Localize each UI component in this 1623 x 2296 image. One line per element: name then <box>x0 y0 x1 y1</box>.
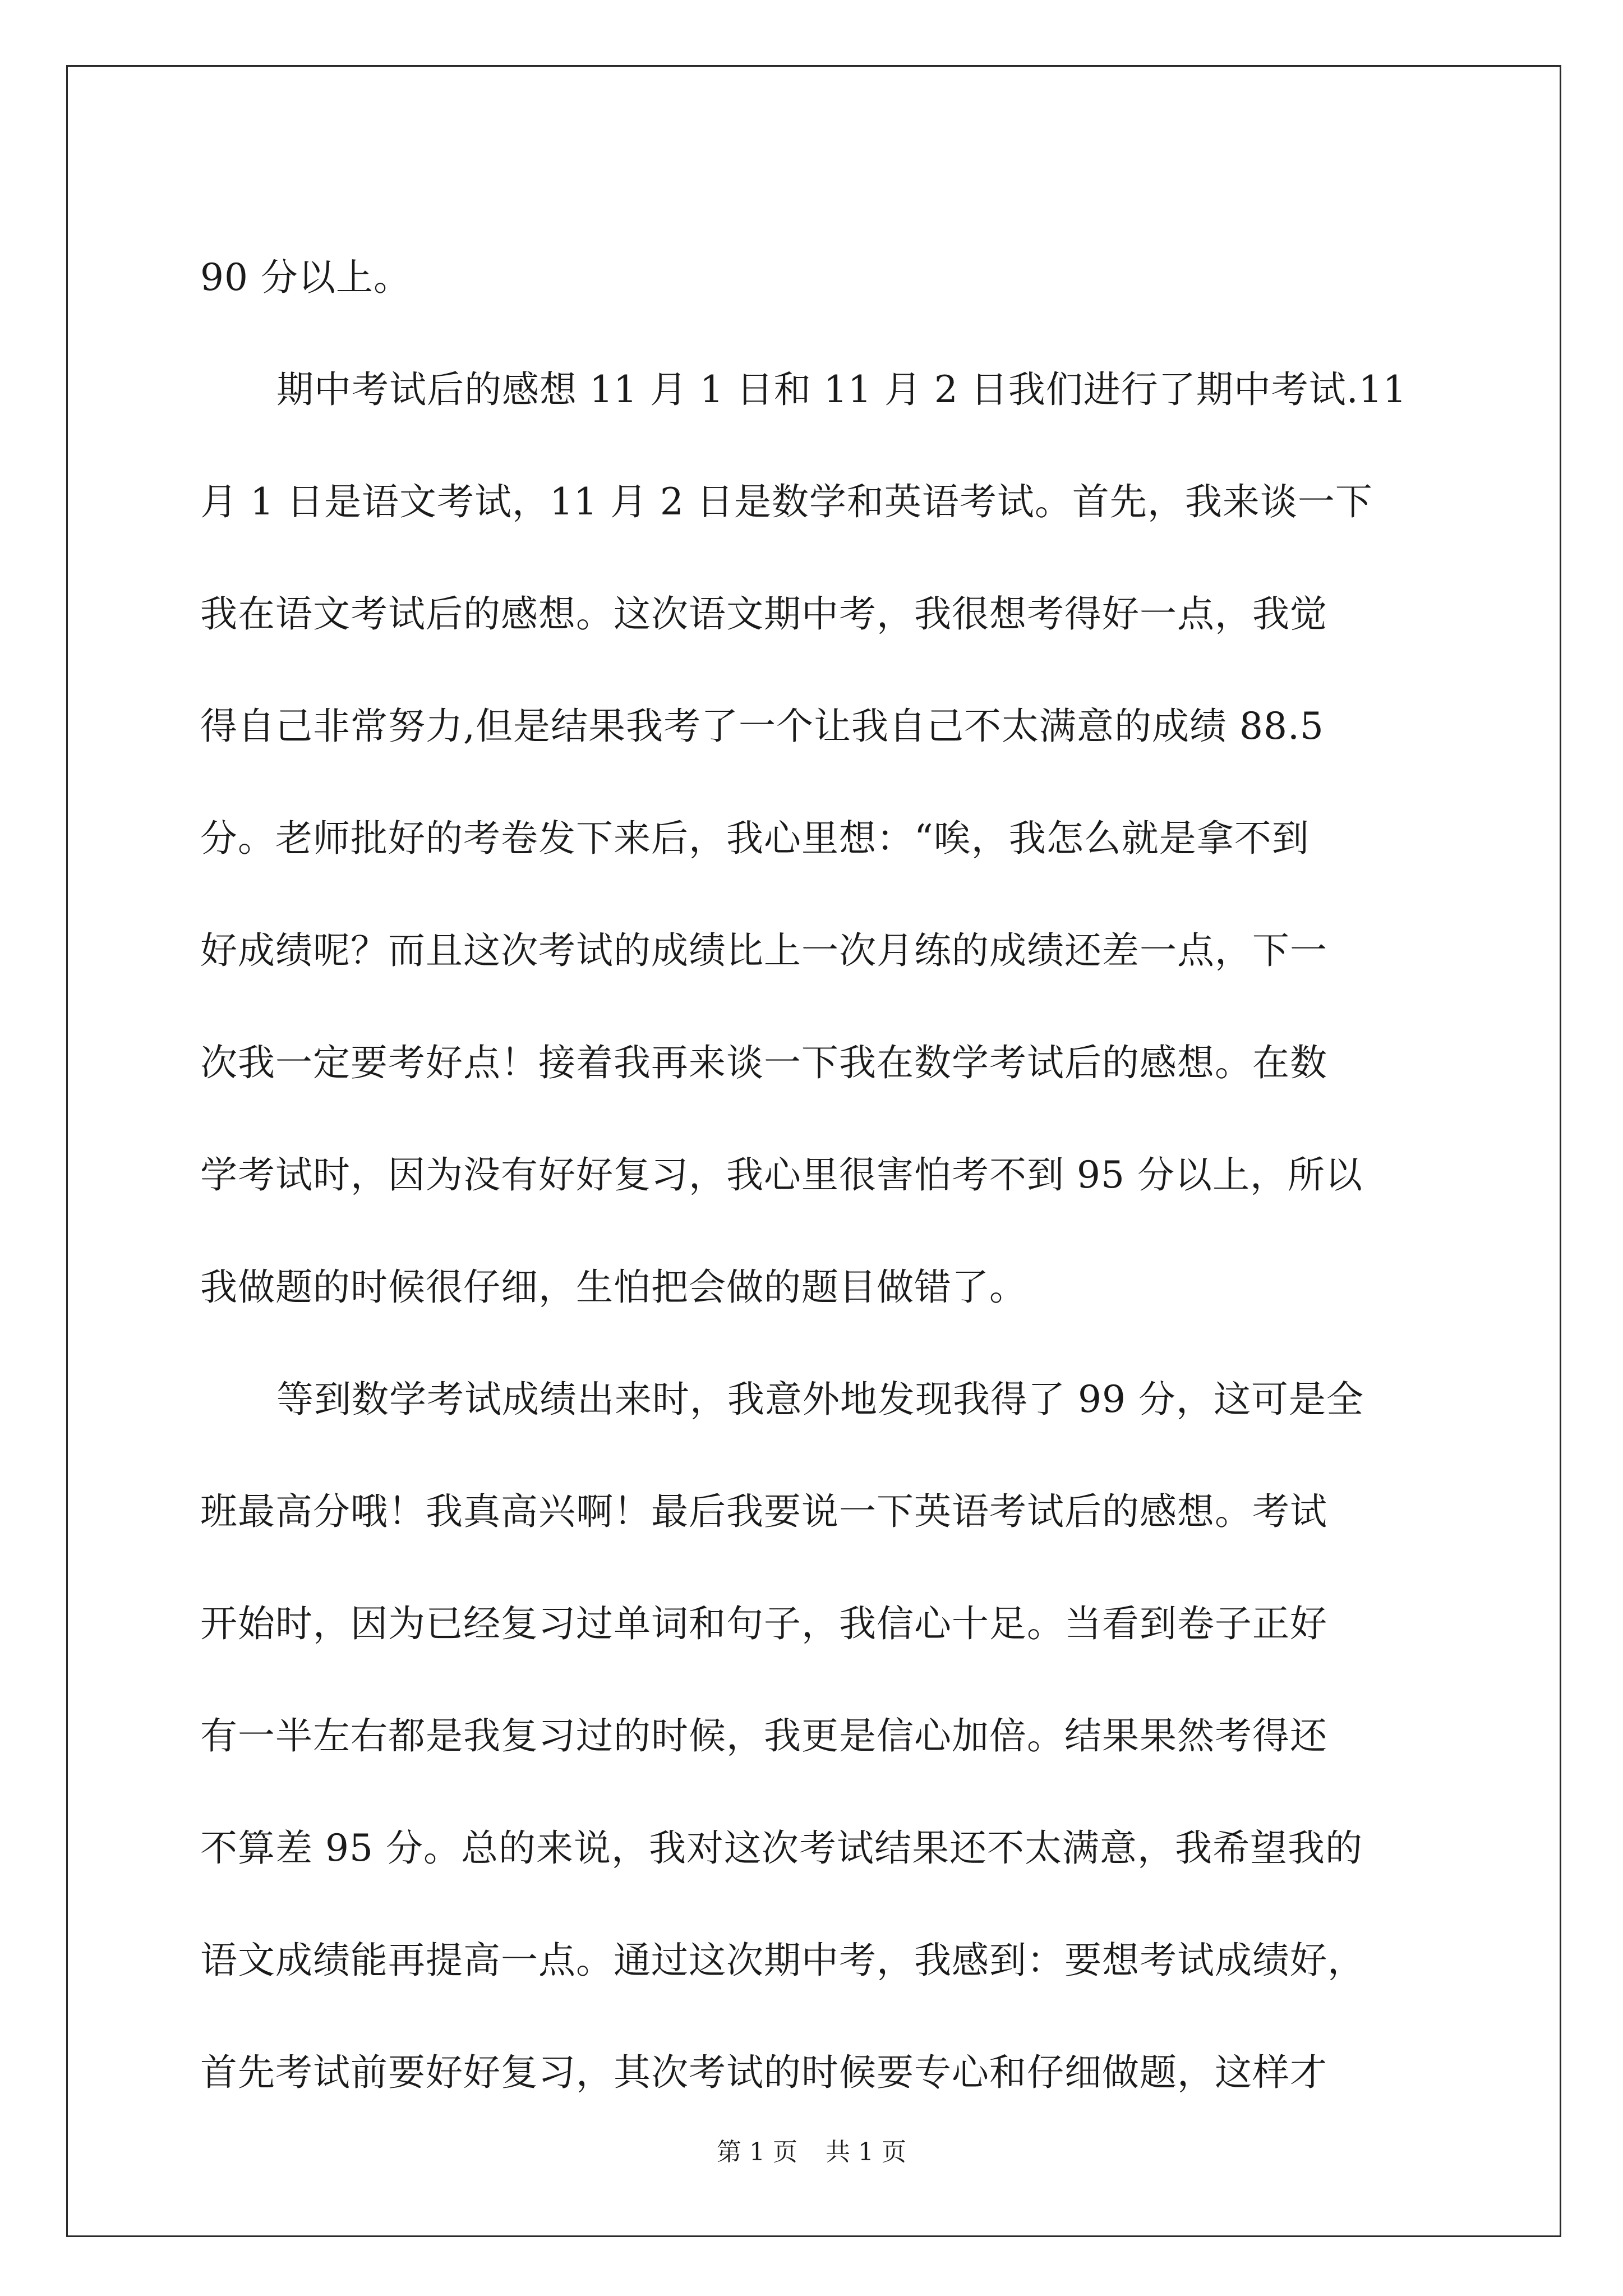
text-line: 我做题的时候很仔细，生怕把会做的题目做错了。 <box>200 1266 1027 1309</box>
text-line: 月 1 日是语文考试，11 月 2 日是数学和英语考试。首先，我来谈一下 <box>200 480 1373 523</box>
text-line: 好成绩呢？而且这次考试的成绩比上一次月练的成绩还差一点，下一 <box>200 929 1327 972</box>
text-line: 不算差 95 分。总的来说，我对这次考试结果还不太满意，我希望我的 <box>200 1826 1363 1870</box>
text-line: 首先考试前要好好复习，其次考试的时候要专心和仔细做题，这样才 <box>200 2051 1327 2094</box>
text-line: 我在语文考试后的感想。这次语文期中考，我很想考得好一点，我觉 <box>200 592 1327 636</box>
text-line: 次我一定要考好点！接着我再来谈一下我在数学考试后的感想。在数 <box>200 1041 1327 1084</box>
paragraph-start-line: 期中考试后的感想 11 月 1 日和 11 月 2 日我们进行了期中考试.11 <box>276 368 1407 411</box>
text-line: 90 分以上。 <box>200 256 411 299</box>
text-line: 语文成绩能再提高一点。通过这次期中考，我感到：要想考试成绩好， <box>200 1939 1365 1982</box>
text-line: 班最高分哦！我真高兴啊！最后我要说一下英语考试后的感想。考试 <box>200 1490 1327 1533</box>
page-number: 第 1 页 <box>717 2138 797 2166</box>
document-body <box>200 222 1434 2129</box>
text-line: 得自己非常努力,但是结果我考了一个让我自己不太满意的成绩 88.5 <box>200 705 1324 748</box>
text-line: 有一半左右都是我复习过的时候，我更是信心加倍。结果果然考得还 <box>200 1714 1327 1757</box>
text-line: 分。老师批好的考卷发下来后，我心里想：“唉，我怎么就是拿不到 <box>200 817 1310 860</box>
text-line: 学考试时，因为没有好好复习，我心里很害怕考不到 95 分以上，所以 <box>200 1153 1363 1197</box>
paragraph-start-line: 等到数学考试成绩出来时，我意外地发现我得了 99 分，这可是全 <box>276 1378 1364 1421</box>
page-total: 共 1 页 <box>826 2138 906 2166</box>
page-footer <box>0 2132 1623 2168</box>
text-line: 开始时，因为已经复习过单词和句子，我信心十足。当看到卷子正好 <box>200 1602 1327 1645</box>
